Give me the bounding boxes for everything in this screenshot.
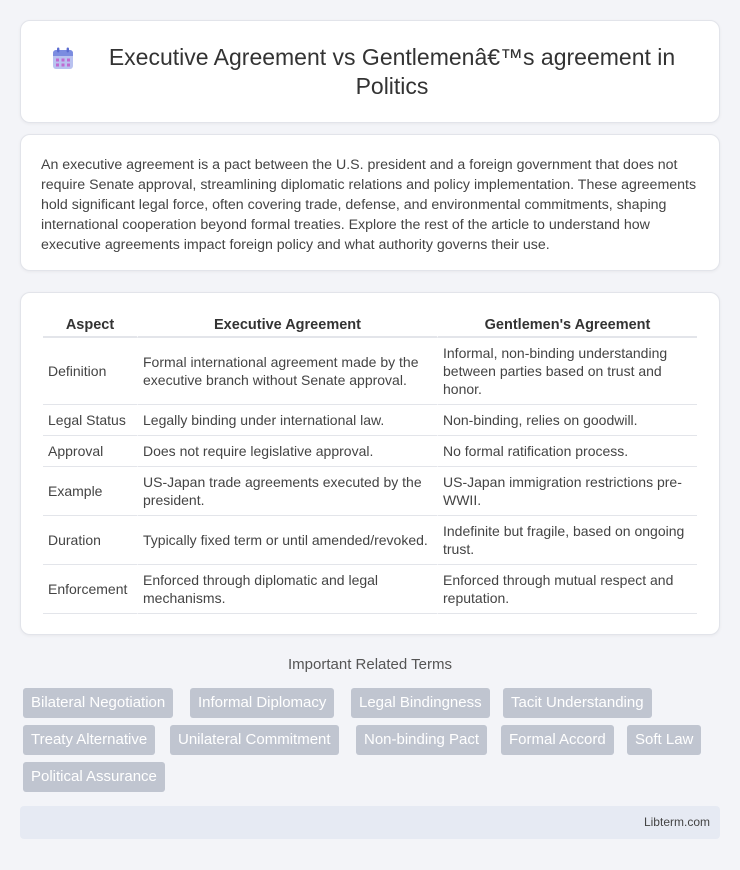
- comparison-table: [43, 313, 697, 614]
- table-row: [43, 338, 697, 405]
- tag-bilateral-negotiation[interactable]: Bilateral Negotiation: [23, 688, 173, 718]
- table-cell: Enforced through diplomatic and legal mechanisms.: [137, 565, 437, 614]
- tag-tacit-understanding[interactable]: Tacit Understanding: [503, 688, 652, 718]
- title-card: [20, 20, 720, 123]
- related-terms-title: Important Related Terms: [288, 656, 452, 673]
- tag-formal-accord[interactable]: Formal Accord: [501, 725, 614, 755]
- table-cell: Enforced through mutual respect and reputation.: [437, 565, 697, 614]
- table-cell: Typically fixed term or until amended/revoked.: [137, 516, 437, 565]
- table-icon: [50, 46, 76, 72]
- table-row: [43, 405, 697, 436]
- intro-card: [20, 134, 720, 271]
- tag-unilateral-commitment[interactable]: Unilateral Commitment: [170, 725, 339, 755]
- table-cell: US-Japan immigration restrictions pre-WWII.: [437, 467, 697, 516]
- footer: [20, 806, 720, 839]
- intro-paragraph: An executive agreement is a pact between the U.S. president and a foreign government that does not require Senate approval, streamlining diplomatic relations and policy implementation. These agreements hold significant legal force, often covering trade, defense, and environmental commitments, shaping international cooperation beyond formal treaties. Explore the rest of the article to understand how executive agreements impact foreign policy and what authority governs their use.: [41, 157, 697, 253]
- table-cell: Definition: [43, 338, 137, 405]
- title-wrap: [50, 43, 690, 101]
- table-cell: Informal, non-binding understanding between parties based on trust and honor.: [437, 338, 697, 405]
- table-cell: Formal international agreement made by the executive branch without Senate approval.: [137, 338, 437, 405]
- page-title: Executive Agreement vs Gentlemenâ€™s agreement in Politics: [108, 43, 676, 99]
- tag-legal-bindingness[interactable]: Legal Bindingness: [351, 688, 490, 718]
- table-cell: Enforcement: [43, 565, 137, 614]
- table-row: [43, 565, 697, 614]
- header-executive: Executive Agreement: [137, 313, 437, 338]
- table-row: [43, 516, 697, 565]
- footer-site-link[interactable]: Libterm.com: [643, 815, 710, 829]
- tag-political-assurance[interactable]: Political Assurance: [23, 762, 165, 792]
- table-cell: Example: [43, 467, 137, 516]
- table-row: [43, 467, 697, 516]
- tag-treaty-alternative[interactable]: Treaty Alternative: [23, 725, 155, 755]
- table-row: [43, 436, 697, 467]
- tag-informal-diplomacy[interactable]: Informal Diplomacy: [190, 688, 334, 718]
- comparison-card: [20, 292, 720, 635]
- header-gentlemen: Gentlemen's Agreement: [437, 313, 697, 338]
- table-cell: Non-binding, relies on goodwill.: [437, 405, 697, 436]
- table-cell: Does not require legislative approval.: [137, 436, 437, 467]
- tag-soft-law[interactable]: Soft Law: [627, 725, 701, 755]
- table-cell: Duration: [43, 516, 137, 565]
- table-cell: Indefinite but fragile, based on ongoing trust.: [437, 516, 697, 565]
- table-cell: Approval: [43, 436, 137, 467]
- tag-non-binding-pact[interactable]: Non-binding Pact: [356, 725, 487, 755]
- table-cell: US-Japan trade agreements executed by the president.: [137, 467, 437, 516]
- table-cell: Legal Status: [43, 405, 137, 436]
- table-cell: Legally binding under international law.: [137, 405, 437, 436]
- table-cell: No formal ratification process.: [437, 436, 697, 467]
- header-aspect: Aspect: [43, 313, 137, 338]
- table-header-row: [43, 313, 697, 338]
